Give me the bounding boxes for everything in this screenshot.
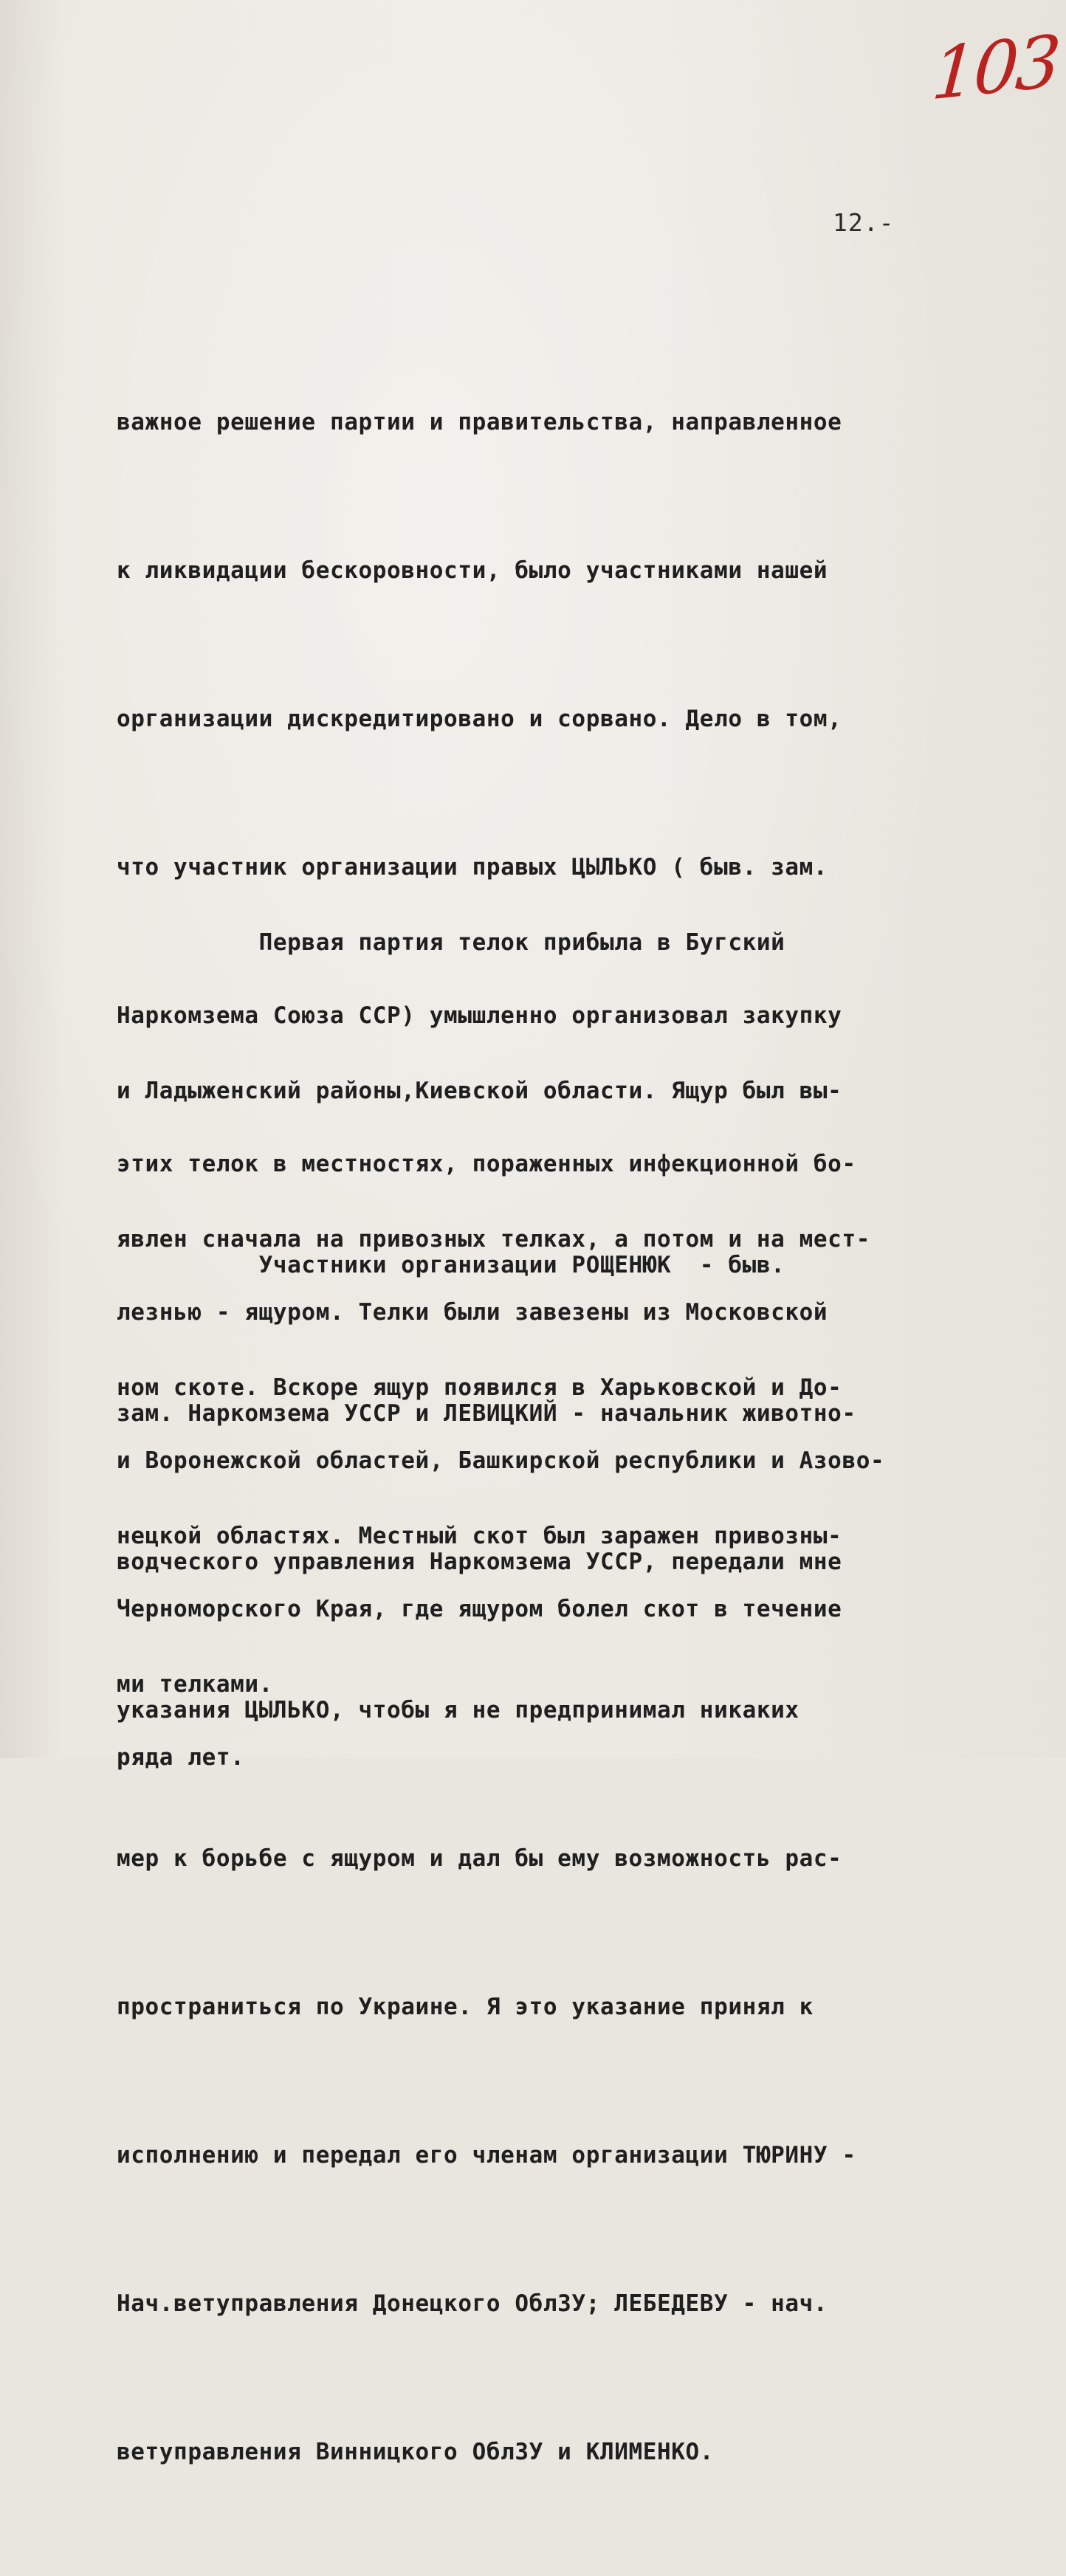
- text-line: Наркомзема Союза ССР) умышленно организовал закупку: [117, 1002, 842, 1029]
- text-line: ном скоте. Вскоре ящур появился в Харьковской и До-: [117, 1374, 842, 1401]
- text-line: явлен сначала на привозных телках, а потом и на мест-: [117, 1226, 870, 1253]
- text-line: Нач.ветуправления Донецкого ОблЗУ; ЛЕБЕДЕВУ - нач.: [117, 2290, 828, 2317]
- page-number: 12.-: [833, 208, 895, 237]
- text-line: нецкой областях. Местный скот был заражен привозны-: [117, 1523, 842, 1549]
- text-line: к ликвидации бескоровности, было участниками нашей: [117, 557, 828, 584]
- text-line: Первая партия телок прибыла в Бугский: [117, 929, 785, 956]
- text-line: и Воронежской областей, Башкирской республики и Азово-: [117, 1447, 885, 1474]
- text-line: водческого управления Наркомзема УССР, передали мне: [117, 1549, 842, 1575]
- text-line: мер к борьбе с ящуром и дал бы ему возможность рас-: [117, 1845, 842, 1872]
- text-line: что участник организации правых ЦЫЛЬКО ( быв. зам.: [117, 854, 828, 881]
- text-line: важное решение партии и правительства, направленное: [117, 409, 842, 435]
- text-line: организации дискредитировано и сорвано. Дело в том,: [117, 706, 842, 732]
- text-line: исполнению и передал его членам организации ТЮРИНУ -: [117, 2142, 856, 2169]
- text-line: и Ладыженский районы,Киевской области. Ящур был вы-: [117, 1078, 842, 1104]
- archive-folio-number: 103: [929, 19, 1061, 117]
- paragraph-3: [117, 1142, 856, 2576]
- text-line: ветуправления Винницкого ОблЗУ и КЛИМЕНКО.: [117, 2439, 715, 2465]
- text-line: ми телками.: [117, 1671, 273, 1698]
- text-line: указания ЦЫЛЬКО, чтобы я не предпринимал никаких: [117, 1697, 799, 1723]
- text-line: этих телок в местностях, пораженных инфекционной бо-: [117, 1151, 856, 1177]
- text-line: пространиться по Украине. Я это указание принял к: [117, 1994, 814, 2020]
- text-line: зам. Наркомзема УССР и ЛЕВИЦКИЙ - начальник животно-: [117, 1400, 856, 1427]
- text-line: Черноморского Края, где ящуром болел скот в течение: [117, 1596, 842, 1622]
- text-line: Участники организации РОЩЕНЮК - быв.: [117, 1252, 785, 1278]
- text-line: лезнью - ящуром. Телки были завезены из Московской: [117, 1299, 828, 1326]
- text-line: ряда лет.: [117, 1744, 245, 1771]
